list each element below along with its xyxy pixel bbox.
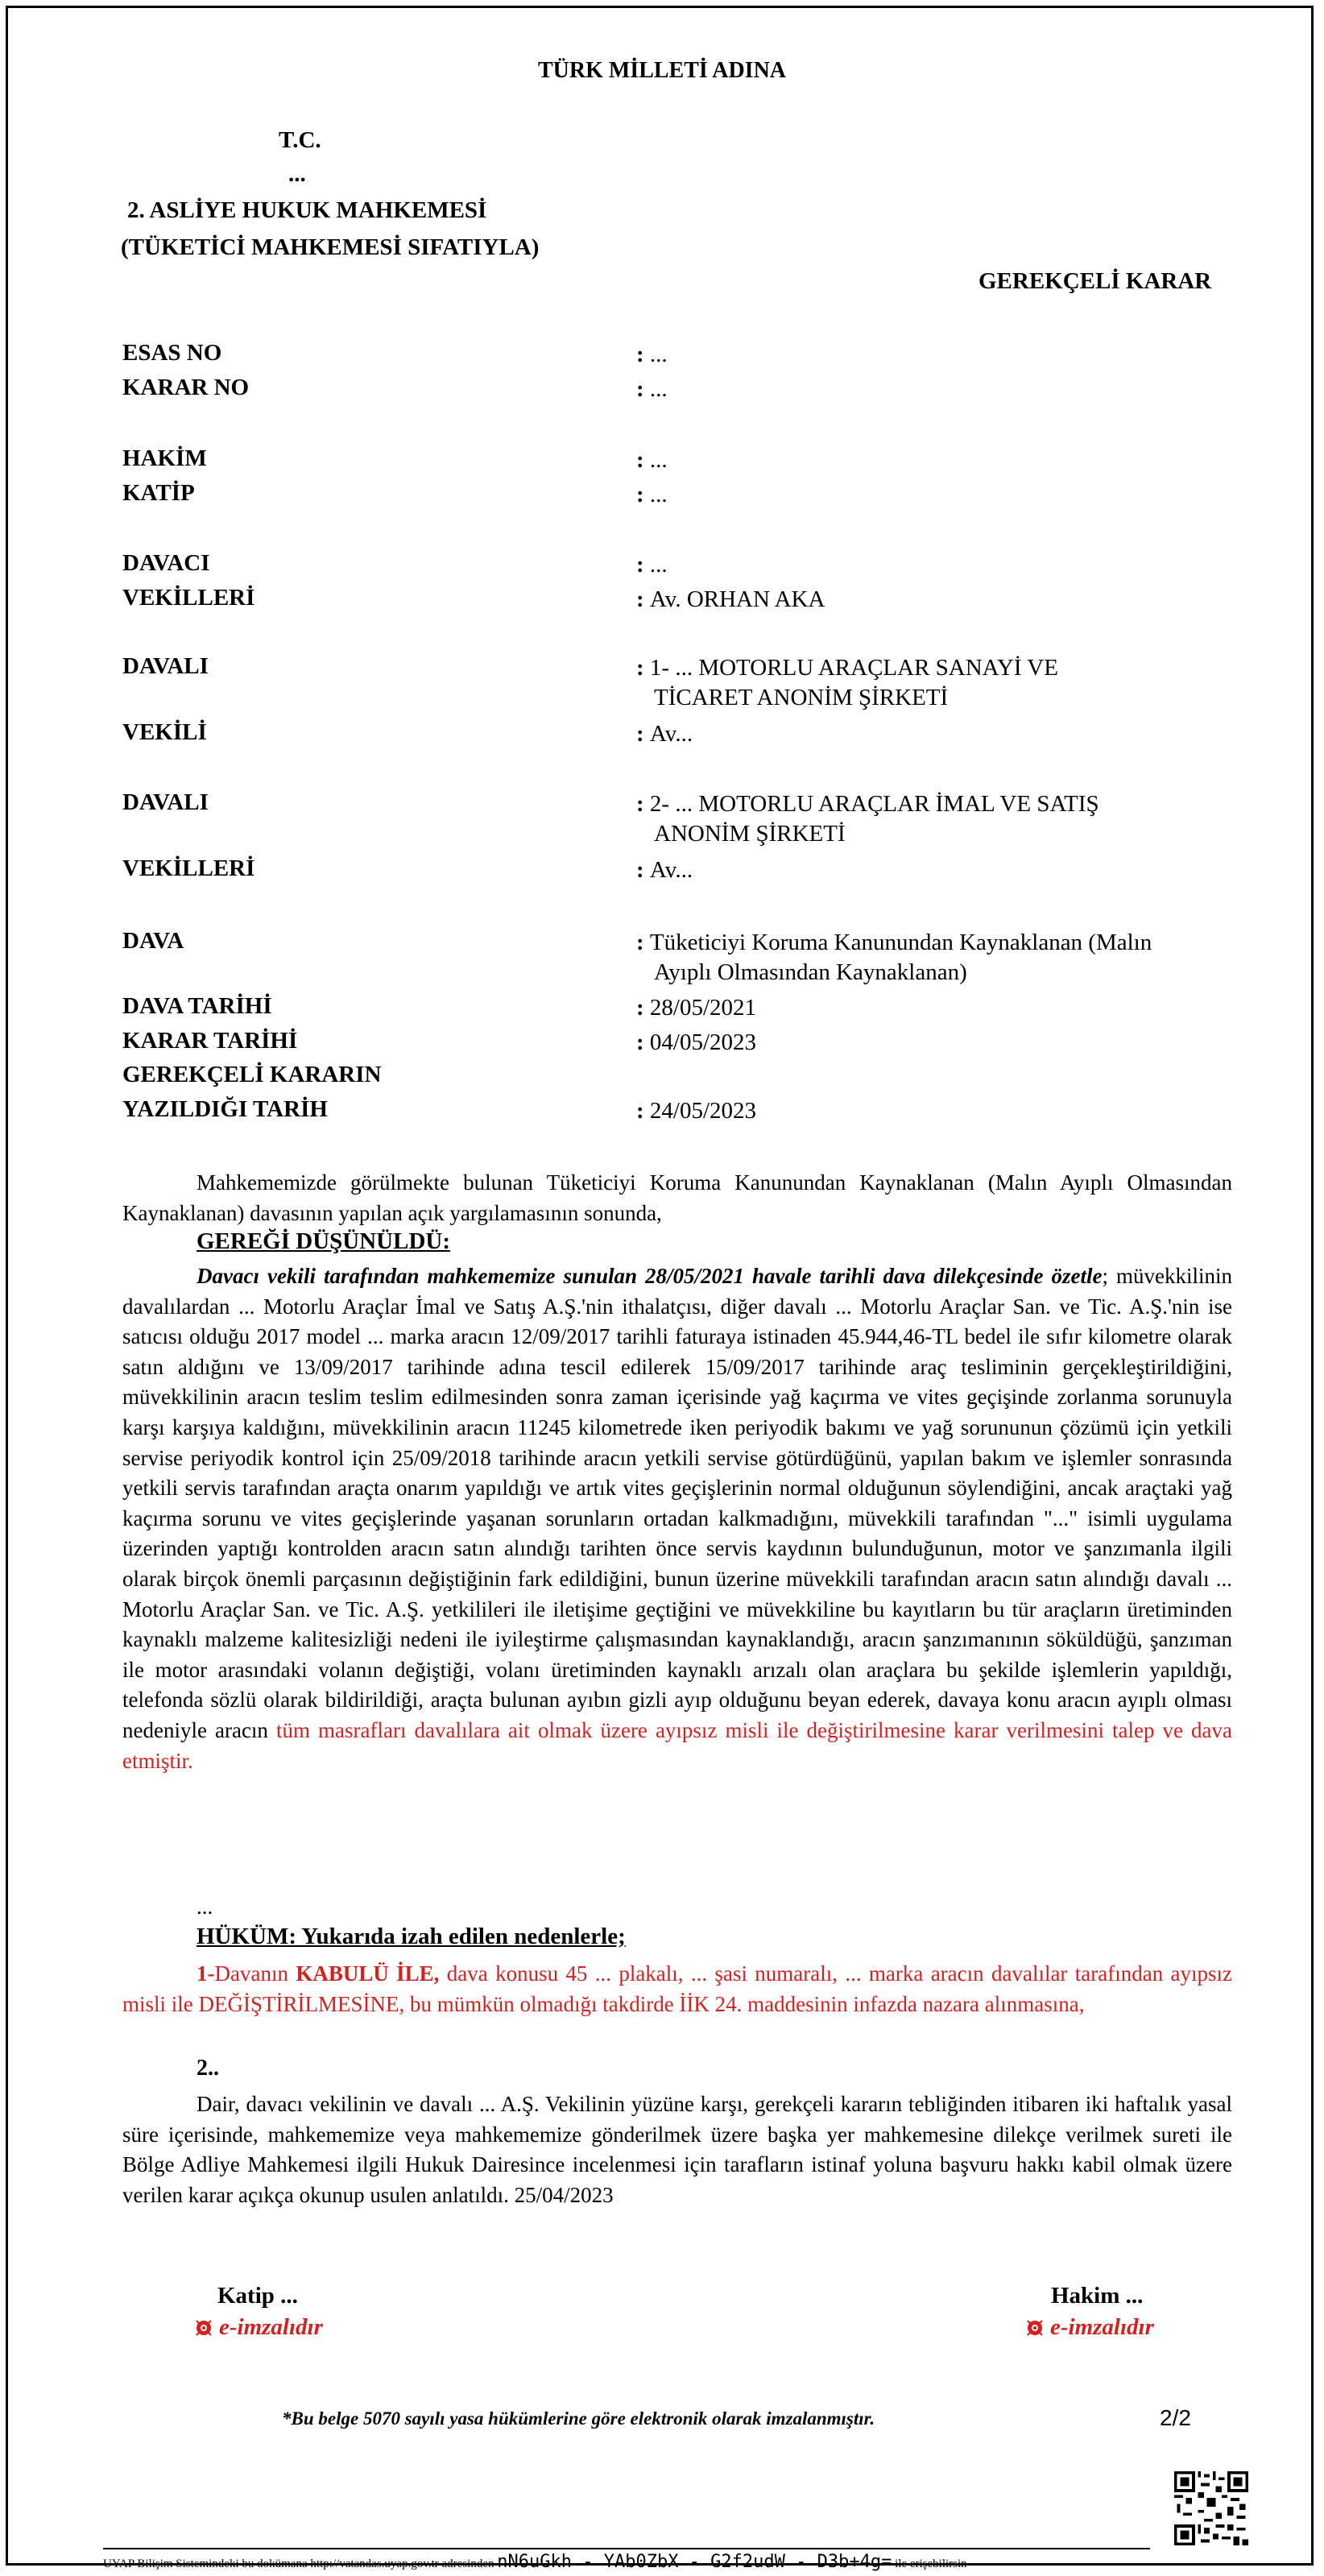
seal-icon: [1024, 2317, 1045, 2338]
meta-value: [636, 653, 1248, 713]
meta-value-continuation: ANONİM ŞİRKETİ: [654, 821, 846, 847]
meta-label: DAVA TARİHİ: [122, 993, 272, 1019]
item1-pre: Davanın: [214, 1961, 296, 1986]
meta-value: [636, 550, 1248, 580]
hukum-heading: HÜKÜM: Yukarıda izah edilen nedenlerle;: [197, 1924, 626, 1949]
meta-value-text: 1- ... MOTORLU ARAÇLAR SANAYİ VE: [649, 655, 1058, 681]
document-title: TÜRK MİLLETİ ADINA: [537, 58, 787, 83]
meta-label: VEKİLLERİ: [122, 855, 255, 881]
meta-value: [636, 445, 1248, 475]
intro-paragraph: [122, 1168, 1232, 1228]
meta-label: HAKİM: [122, 445, 207, 471]
meta-value-text: ...: [649, 447, 668, 473]
meta-value: [636, 375, 1248, 404]
meta-value: [636, 719, 1248, 749]
meta-label: YAZILDIĞI TARİH: [122, 1096, 328, 1122]
meta-label: GEREKÇELİ KARARIN: [122, 1062, 382, 1087]
decision-type: GEREKÇELİ KARAR: [979, 268, 1212, 294]
verdict-item-2: 2..: [197, 2056, 219, 2081]
meta-label: DAVA: [122, 928, 184, 954]
city-placeholder: ...: [288, 161, 306, 187]
meta-value-text: Tüketiciyi Koruma Kanunundan Kaynaklanan (Malın: [649, 930, 1152, 955]
gergi-heading: GEREĞİ DÜŞÜNÜLDÜ:: [197, 1228, 451, 1254]
closing-text: Dair, davacı vekilinin ve davalı ... A.Ş. Vekilinin yüzüne karşı, gerekçeli kararın tebliğinden itibaren iki haftalık yasal süre içerisinde, mahkememize veya mahkememize gönderilmek üzere başka yer mahkemesine dilekçe verilmek sureti ile Bölge Adliye Mahkemesi ilgili Hukuk Dairesince incelenmesi için tarafların istinaf yoluna başvuru hakkı kabil olmak üzere verilen karar açıkça okunup usulen anlatıldı. 25/04/2023: [122, 2092, 1232, 2207]
meta-value-text: Av. ORHAN AKA: [649, 586, 825, 612]
meta-colon: :: [636, 342, 650, 367]
meta-value-text: 2- ... MOTORLU ARAÇLAR İMAL VE SATIŞ: [649, 791, 1099, 817]
meta-value-text: ...: [649, 376, 668, 402]
page-number: 2/2: [1160, 2405, 1191, 2430]
meta-colon: :: [636, 791, 650, 817]
meta-label: KARAR TARİHİ: [122, 1028, 298, 1054]
qr-code-icon[interactable]: [1174, 2471, 1248, 2545]
meta-value-text: ...: [649, 482, 668, 507]
meta-colon: :: [636, 857, 650, 883]
meta-value-text: ...: [649, 552, 668, 578]
meta-label: ESAS NO: [122, 340, 222, 366]
item1-text: dava konusu 45 ... plakalı, ... şasi numaralı, ... marka aracın davalılar tarafından ayıpsız misli ile DEĞİŞTİRİLMESİNE, bu mümkün olmadığı takdirde İİK 24. maddesinin infazda nazara alınmasına,: [122, 1961, 1232, 2016]
seal-icon: [193, 2317, 214, 2338]
meta-colon: :: [636, 1098, 650, 1124]
meta-value-text: ...: [649, 342, 668, 367]
closing-paragraph: [122, 2089, 1232, 2210]
meta-colon: :: [636, 930, 650, 955]
uyap-pre-text: UYAP Bilişim Sistemindeki bu dokümana http://vatandas.uyap.gov.tr adresinden: [103, 2557, 494, 2570]
esignature-note: *Bu belge 5070 sayılı yasa hükümlerine göre elektronik olarak imzalanmıştır.: [282, 2408, 875, 2429]
petition-lead: Davacı vekili tarafından mahkememize sunulan 28/05/2021 havale tarihli dava dilekçesinde özetle: [197, 1264, 1103, 1288]
meta-value: [636, 993, 1248, 1023]
uyap-post-text: ile erişebilirsin: [895, 2557, 967, 2570]
verdict-item-1: [122, 1959, 1232, 2019]
meta-label: DAVALI: [122, 789, 209, 815]
petition-request: tüm masrafları davalılara ait olmak üzere ayıpsız misli ile değiştirilmesine karar verilmesini talep ve dava etmiştir.: [122, 1717, 1232, 1773]
meta-value-text: 04/05/2023: [649, 1029, 757, 1055]
katip-esignature: [193, 2314, 323, 2341]
hakim-signature-label: Hakim ...: [1051, 2283, 1144, 2309]
meta-label: KATİP: [122, 480, 195, 506]
footer-divider: [103, 2548, 1150, 2549]
intro-text: Mahkememizde görülmekte bulunan Tüketiciyi Koruma Kanunundan Kaynaklanan (Malın Ayıplı Olmasından Kaynaklanan) davasının yapılan açık yargılamasının sonunda,: [122, 1170, 1232, 1225]
meta-value: [636, 789, 1248, 849]
meta-value-text: Av...: [649, 857, 693, 883]
meta-value: [636, 855, 1248, 885]
hakim-esignature: [1024, 2314, 1154, 2341]
court-name: 2. ASLİYE HUKUK MAHKEMESİ: [127, 197, 487, 223]
meta-colon: :: [636, 721, 650, 747]
meta-label: VEKİLİ: [122, 719, 207, 745]
meta-value: [636, 1096, 1248, 1126]
tc-header: T.C.: [279, 127, 321, 153]
meta-colon: :: [636, 552, 650, 578]
meta-colon: :: [636, 447, 650, 473]
meta-value: [636, 1028, 1248, 1058]
meta-colon: :: [636, 586, 650, 612]
katip-esig-text: e-imzalıdır: [219, 2314, 323, 2340]
meta-value: [636, 340, 1248, 370]
meta-value-continuation: Ayıplı Olmasından Kaynaklanan): [654, 959, 967, 985]
meta-colon: :: [636, 1029, 650, 1055]
meta-colon: :: [636, 655, 650, 681]
ellipsis: ...: [197, 1895, 213, 1919]
meta-colon: :: [636, 995, 650, 1021]
meta-value-text: Av...: [649, 721, 693, 747]
meta-value-text: 28/05/2021: [649, 995, 757, 1021]
meta-label: KARAR NO: [122, 375, 250, 400]
meta-value-continuation: TİCARET ANONİM ŞİRKETİ: [654, 685, 949, 710]
hakim-esig-text: e-imzalıdır: [1050, 2314, 1154, 2340]
court-subtitle: (TÜKETİCİ MAHKEMESİ SIFATIYLA): [121, 234, 540, 260]
petition-paragraph: [122, 1261, 1232, 1776]
document-access-code[interactable]: nN6uGkh - YAb0ZbX - G2f2udW - D3b+4g=: [497, 2552, 892, 2572]
item1-acceptance: KABULÜ İLE,: [296, 1961, 440, 1986]
meta-colon: :: [636, 482, 650, 507]
meta-value: [636, 585, 1248, 615]
petition-text: ; müvekkilinin davalılardan ... Motorlu Araçlar İmal ve Satış A.Ş.'nin ithalatçısı, diğer davalı ... Motorlu Araçlar San. ve Tic. A.Ş.'nin ise satıcısı olduğu 2017 model ... marka aracın 12/09/2017 tarihli faturaya istinaden 45.944,46-TL bedel ile sıfır kilometre olarak satın aldığını ve 13/09/2017 tarihinde adına tescil edilerek 15/09/2017 tarihinde araç tesliminin gerçekleştirildiğini, müvekkilinin aracın teslim teslim edilmesinden sonra zaman içerisinde yağ kaçırma ve vites geçişinde zorlanma sorunuyla karşı karşıya kaldığını, müvekkilinin aracın 11245 kilometrede iken periyodik bakımı ve yağ sorununun çözümü için yetkili servise periyodik kontrol için 25/09/2018 tarihinde aracın yetkili servise götürdüğünü, yapılan bakım ve işlemler sonrasında yetkili servis tarafından araçta onarım yapıldığı ve artık vites geçişlerinin normal olduğunun söylendiğini, ancak araçtaki yağ kaçırma sorunu ve vites geçişlerinde yaşanan sorunların ortadan kalkmadığını, müvekkili tarafından "..." isimli uygulama üzerinden yaptığı kontrolden aracın satın alındığı tarihten önce servis kaydının bulunduğunun, motor ve şanzımanla ilgili olarak birçok önemli parçasının değiştiğinin fark edildiğini, bunun üzerine müvekkili tarafından aracın satın alındığı davalı ... Motorlu Araçlar San. ve Tic. A.Ş. yetkilileri ile iletişime geçtiğini ve müvekkiline bu kayıtların bu tür araçların üretiminden kaynaklı malzeme kalitesizliği nedeni ile iyileştirme çalışmasından kaynaklandığı, aracın şanzımanının söküldüğü, şanzıman ile motor arasındaki volanın değiştiği, volanı üretiminden kaynaklı arızalı olan araçlara bu şekilde işlemlerin yapıldığı, telefonda sözlü olarak bildirildiği, araçta bulunan ayıbın gizli ayıp olduğunu beyan ederek, davaya konu aracın ayıplı olması nedeniyle aracın: [122, 1264, 1232, 1742]
meta-label: DAVALI: [122, 653, 209, 679]
meta-label: VEKİLLERİ: [122, 585, 255, 611]
katip-signature-label: Katip ...: [217, 2283, 298, 2309]
meta-value: [636, 480, 1248, 510]
uyap-access-line: [103, 2552, 967, 2572]
meta-colon: :: [636, 376, 650, 402]
meta-value: [636, 928, 1248, 988]
meta-label: DAVACI: [122, 550, 210, 576]
item1-number: 1-: [197, 1961, 215, 1986]
meta-value-text: 24/05/2023: [649, 1098, 757, 1124]
